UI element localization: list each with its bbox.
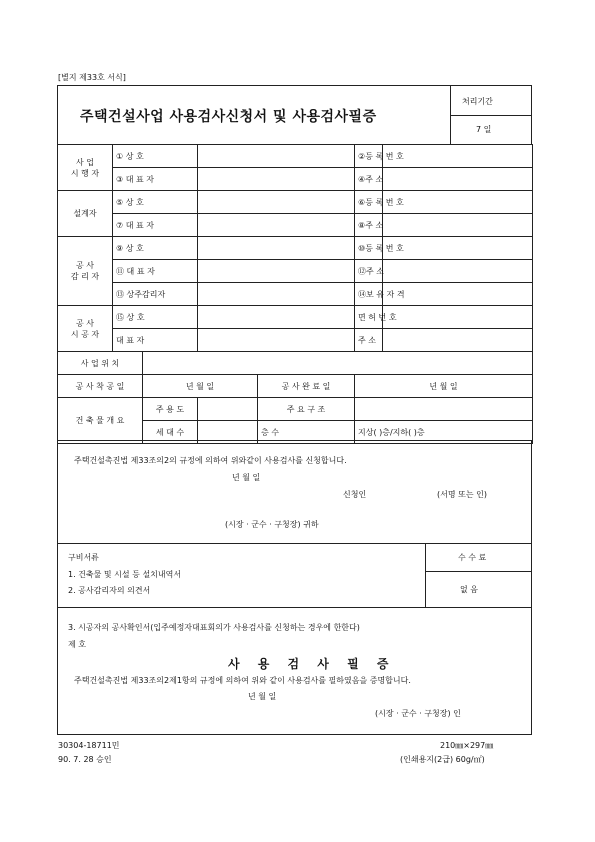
signature-label: (서명 또는 인) (437, 490, 487, 499)
certificate-date: 년 월 일 (248, 692, 277, 701)
end-date-field[interactable]: 년 월 일 (355, 375, 533, 398)
r5-left-label: ⑨ 상 호 (113, 237, 198, 260)
certificate-title: 사 용 검 사 필 증 (228, 657, 396, 671)
processing-period-value: 7 일 (476, 125, 492, 134)
r7-right-label: ⑭보 유 자 격 (355, 283, 383, 306)
processing-divider (450, 115, 532, 116)
start-date-field[interactable]: 년 월 일 (143, 375, 258, 398)
documents-item-2: 2. 공사감리자의 의견서 (68, 586, 151, 595)
builder-group-label: 공 사 시 공 자 (58, 306, 113, 352)
r2-left-field[interactable] (198, 168, 355, 191)
fee-value: 없 음 (460, 585, 478, 594)
r9-left-field[interactable] (198, 329, 355, 352)
fee-divider (425, 571, 532, 572)
footer-paper: (인쇄용지(2급) 60g/㎡) (400, 755, 485, 764)
footer-size: 210㎜×297㎜ (440, 741, 494, 750)
r6-left-label: ⑪ 대 표 자 (113, 260, 198, 283)
r4-left-label: ⑦ 대 표 자 (113, 214, 198, 237)
r8-left-label: ⑮ 상 호 (113, 306, 198, 329)
application-date: 년 월 일 (232, 473, 261, 482)
site-field[interactable] (143, 352, 533, 375)
r7-left-label: ⑬ 상주감리자 (113, 283, 198, 306)
application-table (57, 144, 532, 444)
r7-right-field[interactable] (383, 283, 533, 306)
fee-label: 수 수 료 (458, 553, 487, 562)
application-addressee: (시장 · 군수 · 구청장) 귀하 (225, 520, 319, 529)
r2-left-label: ③ 대 표 자 (113, 168, 198, 191)
r2-right-field[interactable] (383, 168, 533, 191)
supervisor-group-label: 공 사 감 리 자 (58, 237, 113, 306)
r1-left-field[interactable] (198, 145, 355, 168)
documents-header: 구비서류 (68, 553, 99, 562)
r4-right-label: ⑧주 소 (355, 214, 383, 237)
start-date-label: 공 사 착 공 일 (58, 375, 143, 398)
r5-left-field[interactable] (198, 237, 355, 260)
processing-period-label: 처리기간 (462, 97, 493, 106)
r4-right-field[interactable] (383, 214, 533, 237)
structure-label: 주 요 구 조 (258, 398, 355, 421)
end-date-label: 공 사 완 료 일 (258, 375, 355, 398)
certificate-issuer: (시장 · 군수 · 구청장) 인 (375, 709, 461, 718)
r3-right-field[interactable] (383, 191, 533, 214)
page-title: 주택건설사업 사용검사신청서 및 사용검사필증 (80, 109, 377, 125)
r5-right-label: ⑩등 록 번 호 (355, 237, 383, 260)
r6-right-field[interactable] (383, 260, 533, 283)
r9-left-label: 대 표 자 (113, 329, 198, 352)
designer-group-label: 설계자 (58, 191, 113, 237)
r1-right-field[interactable] (383, 145, 533, 168)
business-group-label: 사 업 시 행 자 (58, 145, 113, 191)
r4-left-field[interactable] (198, 214, 355, 237)
r3-left-label: ⑤ 상 호 (113, 191, 198, 214)
r9-right-field[interactable] (383, 329, 533, 352)
r6-right-label: ⑫주 소 (355, 260, 383, 283)
application-statement: 주택건설촉진법 제33조의2의 규정에 의하여 위와같이 사용검사를 신청합니다. (74, 456, 347, 465)
r8-right-label: 면 허 번 호 (355, 306, 383, 329)
applicant-label: 신청인 (343, 490, 367, 499)
site-label: 사 업 위 치 (58, 352, 143, 375)
r9-right-label: 주 소 (355, 329, 383, 352)
use-field[interactable] (198, 398, 258, 421)
r6-left-field[interactable] (198, 260, 355, 283)
r5-right-field[interactable] (383, 237, 533, 260)
structure-field[interactable] (355, 398, 533, 421)
footer-code: 30304-18711민 (58, 741, 120, 750)
documents-item-3: 3. 시공자의 공사확인서(입주예정자대표회의가 사용검사를 신청하는 경우에 한한다) (68, 623, 360, 632)
r8-left-field[interactable] (198, 306, 355, 329)
certificate-statement: 주택건설촉진법 제33조의2제1항의 규정에 의하여 위와 같이 사용검사를 필하였음을 증명합니다. (74, 676, 411, 685)
floors-field[interactable]: 지상( )층/지하( )층 (355, 421, 533, 444)
floors-label: 층 수 (258, 421, 355, 444)
r8-right-field[interactable] (383, 306, 533, 329)
documents-item-1: 1. 건축물 및 시설 등 설치내역서 (68, 570, 182, 579)
form-number-tag: [별지 제33호 서식] (58, 73, 126, 82)
overview-label: 건 축 물 개 요 (58, 398, 143, 444)
households-label: 세 대 수 (143, 421, 198, 444)
r3-left-field[interactable] (198, 191, 355, 214)
r2-right-label: ④주 소 (355, 168, 383, 191)
r1-right-label: ②등 록 번 호 (355, 145, 383, 168)
r3-right-label: ⑥등 록 번 호 (355, 191, 383, 214)
certificate-number-label: 제 호 (68, 640, 86, 649)
r1-left-label: ① 상 호 (113, 145, 198, 168)
use-label: 주 용 도 (143, 398, 198, 421)
footer-approved: 90. 7. 28 승인 (58, 755, 112, 764)
r7-left-field[interactable] (198, 283, 355, 306)
